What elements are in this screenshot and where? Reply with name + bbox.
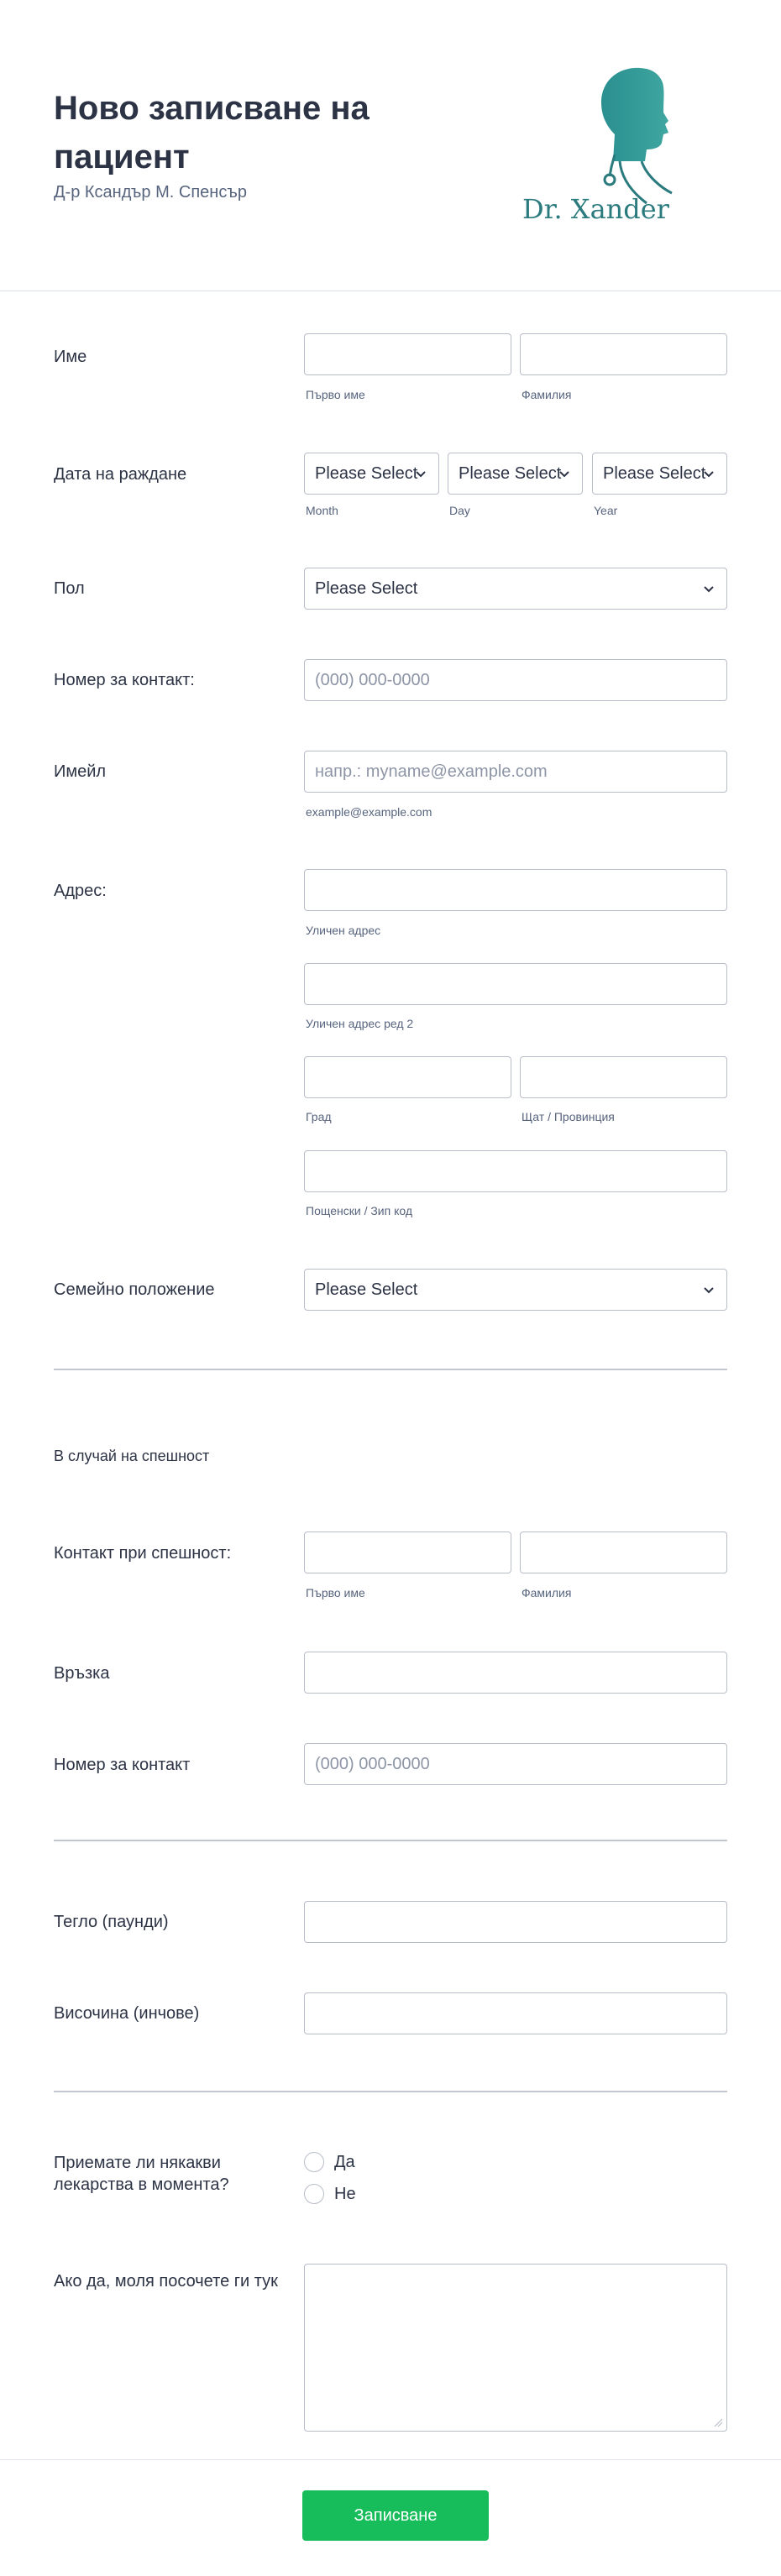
birth-month-select[interactable]: Please Select <box>304 453 439 495</box>
chevron-down-icon <box>701 581 716 596</box>
chevron-down-icon <box>413 466 428 481</box>
weight-label: Тегло (паунди) <box>54 1913 169 1931</box>
medications-question-label: Приемате ли някакви лекарства в момента? <box>54 2154 229 2194</box>
emergency-phone-label: Номер за контакт <box>54 1756 191 1774</box>
emergency-heading: В случай на спешност <box>54 1448 210 1464</box>
birth-date-label: Дата на раждане <box>54 465 187 484</box>
phone-label: Номер за контакт: <box>54 671 195 689</box>
svg-text:Dr. Xander: Dr. Xander <box>522 193 669 225</box>
street-address-sublabel: Уличен адрес <box>306 924 381 937</box>
resize-handle-icon[interactable] <box>713 2417 723 2427</box>
year-sublabel: Year <box>594 504 618 517</box>
height-label: Височина (инчове) <box>54 2004 200 2023</box>
email-label: Имейл <box>54 762 107 781</box>
medications-list-label: Ако да, моля посочете ги тук <box>54 2272 278 2291</box>
street-address-line2-input[interactable] <box>304 963 727 1005</box>
chevron-down-icon <box>557 466 572 481</box>
birth-day-select[interactable]: Please Select <box>448 453 583 495</box>
first-name-sublabel: Първо име <box>306 388 365 401</box>
day-sublabel: Day <box>449 504 470 517</box>
emergency-last-name-input[interactable] <box>520 1531 727 1573</box>
month-sublabel: Month <box>306 504 338 517</box>
address-label: Адрес: <box>54 882 107 900</box>
radio-no[interactable] <box>304 2184 324 2204</box>
emergency-last-name-sublabel: Фамилия <box>522 1586 572 1600</box>
footer-divider <box>0 2459 781 2460</box>
radio-yes[interactable] <box>304 2152 324 2172</box>
chevron-down-icon <box>701 466 716 481</box>
medications-textarea[interactable] <box>304 2264 727 2432</box>
weight-input[interactable] <box>304 1901 727 1943</box>
last-name-input[interactable] <box>520 333 727 375</box>
zip-code-sublabel: Пощенски / Зип код <box>306 1204 413 1217</box>
radio-no-label: Не <box>334 2185 356 2203</box>
street-address-line2-sublabel: Уличен адрес ред 2 <box>306 1017 414 1030</box>
marital-status-label: Семейно положение <box>54 1280 215 1299</box>
city-input[interactable] <box>304 1056 511 1098</box>
form-subtitle: Д-р Ксандър М. Спенсър <box>54 183 247 202</box>
section-divider <box>54 1369 727 1370</box>
email-input[interactable]: напр.: myname@example.com <box>304 751 727 793</box>
radio-yes-label: Да <box>334 2153 355 2171</box>
section-divider <box>54 2091 727 2092</box>
marital-status-select[interactable]: Please Select <box>304 1269 727 1311</box>
street-address-input[interactable] <box>304 869 727 911</box>
emergency-first-name-sublabel: Първо име <box>306 1586 365 1600</box>
relation-label: Връзка <box>54 1664 110 1683</box>
phone-input[interactable]: (000) 000-0000 <box>304 659 727 701</box>
name-label: Име <box>54 348 87 366</box>
form-header <box>0 0 781 291</box>
gender-select[interactable]: Please Select <box>304 568 727 610</box>
section-divider <box>54 1840 727 1841</box>
last-name-sublabel: Фамилия <box>522 388 572 401</box>
state-input[interactable] <box>520 1056 727 1098</box>
first-name-input[interactable] <box>304 333 511 375</box>
zip-code-input[interactable] <box>304 1150 727 1192</box>
chevron-down-icon <box>701 1282 716 1297</box>
emergency-contact-label: Контакт при спешност: <box>54 1544 232 1563</box>
gender-label: Пол <box>54 579 85 598</box>
dr-xander-logo <box>521 62 722 230</box>
emergency-first-name-input[interactable] <box>304 1531 511 1573</box>
emergency-phone-input[interactable]: (000) 000-0000 <box>304 1743 727 1785</box>
state-sublabel: Щат / Провинция <box>522 1110 615 1123</box>
birth-year-select[interactable]: Please Select <box>592 453 727 495</box>
email-sublabel: example@example.com <box>306 805 432 819</box>
relation-input[interactable] <box>304 1652 727 1694</box>
height-input[interactable] <box>304 1992 727 2034</box>
form-title: Ново записване на пациент <box>54 90 370 175</box>
submit-button[interactable]: Записване <box>302 2490 489 2541</box>
city-sublabel: Град <box>306 1110 332 1123</box>
